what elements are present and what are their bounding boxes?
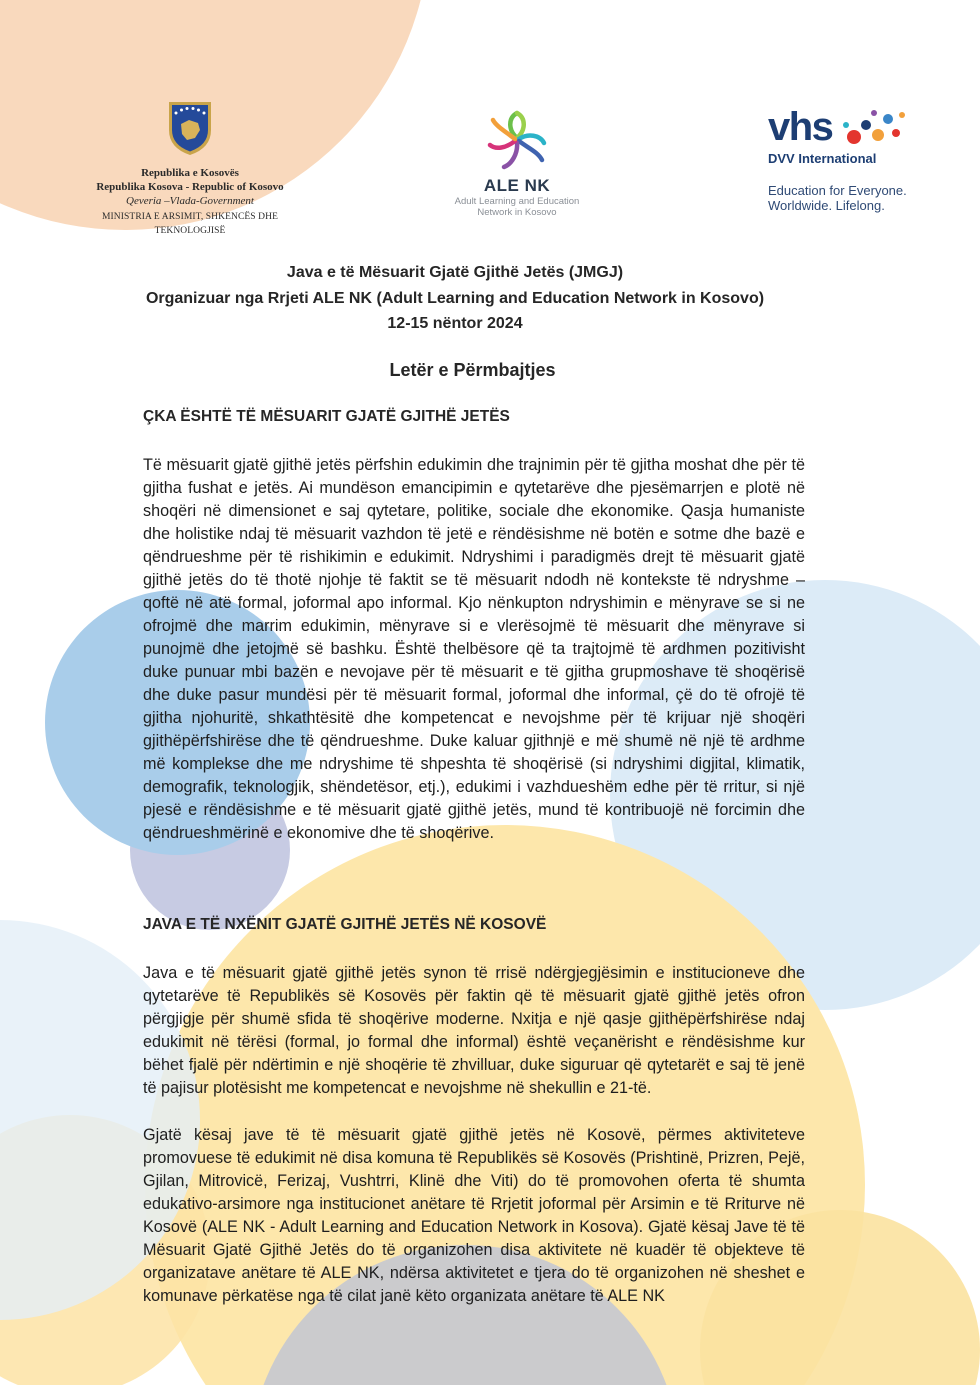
document-date: 12-15 nëntor 2024 bbox=[387, 315, 523, 332]
document-organizer: Organizuar nga Rrjeti ALE NK (Adult Learning and Education Network in Kosovo) bbox=[145, 290, 765, 307]
vhs-dots-icon bbox=[840, 107, 910, 151]
document-title: Java e të Mësuarit Gjatë Gjithë Jetës (JMGJ) bbox=[286, 264, 624, 281]
ale-subtitle-1: Adult Learning and Education bbox=[454, 196, 580, 207]
section-2-paragraph-2: Gjatë kësaj jave të të mësuarit gjatë gjithë jetës në Kosovë, përmes aktiviteteve promovuese të edukimit në disa komuna të Republikës së Kosovës (Prishtinë, Prizren, Pejë, Gjilan, Mitrovicë, Ferizaj, Vushtrri, Klinë dhe Viti) do të promovohen oferta të shumta edukativo-arsimore nga institucionet anëtare të Rrjetit joformal për Arsimin e të Rriturve në Kosovë (ALE NK - Adult Learning and Education Network in Kosova). Gjatë kësaj Jave të të Mësuarit Gjatë Gjithë Jetës do të organizohen disa aktivitete në kuadër të objekteve të organizatave anëtare të ALE NK, ndërsa aktivitetet e tjera do të organizohen në sheshet e komunave përkatëse nga të cilat janë këto organizata anëtare të ALE NK bbox=[143, 1126, 805, 1305]
ale-nk-logo bbox=[452, 108, 582, 218]
section-1-title: ÇKA ËSHTË TË MËSUARIT GJATË GJITHË JETËS bbox=[143, 408, 510, 425]
vhs-tagline-1: Education for Everyone. bbox=[768, 183, 907, 198]
vhs-tagline-2: Worldwide. Lifelong. bbox=[768, 198, 885, 213]
government-logo bbox=[70, 100, 310, 238]
kosovo-coat-of-arms-icon bbox=[165, 100, 215, 156]
gov-line-4: MINISTRIA E ARSIMIT, SHKENCËS DHE TEKNOLOGJISË bbox=[102, 212, 278, 236]
ale-name: ALE NK bbox=[483, 176, 551, 195]
gov-line-2: Republika Kosova - Republic of Kosovo bbox=[96, 181, 284, 193]
document-subtitle: Letër e Përmbajtjes bbox=[389, 360, 556, 380]
vhs-wordmark: vhs bbox=[768, 105, 833, 149]
gov-line-1: Republika e Kosovës bbox=[141, 167, 239, 179]
ale-subtitle-2: Network in Kosovo bbox=[477, 207, 557, 218]
vhs-dvv-logo bbox=[768, 105, 938, 213]
vhs-org-name: DVV International bbox=[768, 151, 877, 166]
ale-flower-icon bbox=[484, 108, 550, 174]
section-2-paragraph-1: Java e të mësuarit gjatë gjithë jetës synon të rrisë ndërgjegjësimin e institucioneve dhe qytetarëve të Republikës së Kosovës për faktin që të mësuarit gjatë gjithë jetës ofron përgjigje për shumë sfida të shoqërive moderne. Nxitja e një qasje gjithëpërfshirëse ndaj edukimit në tërësi (formal, jo formal dhe informal) është veçanërisht e rëndësishme kur bëhet fjalë për ndërtimin e një shoqërie të zhvilluar, duke siguruar që qytetarët e saj të jenë të pajisur plotësisht me kompetencat e nevojshme në shekullin e 21-të. bbox=[143, 964, 805, 1097]
section-2-title: JAVA E TË NXËNIT GJATË GJITHË JETËS NË KOSOVË bbox=[143, 916, 547, 933]
gov-line-3: Qeveria –Vlada-Government bbox=[126, 195, 254, 207]
section-1-paragraph: Të mësuarit gjatë gjithë jetës përfshin edukimin dhe trajnimin për të gjitha moshat dhe për të gjitha fushat e jetës. Ai mundëson emancipimin e qytetarëve dhe pjesëmarrjen e plotë në shoqëri në dimensionet e saj qytetare, politike, sociale dhe ekonomike. Qasja humaniste dhe holistike ndaj të mësuarit vazhdon të jetë e rëndësishme në botën e sotme dhe bazë e qëndrueshme për të rishikimin e edukimit. Ndryshimi i paradigmës drejt të mësuarit gjatë gjithë jetës do të thotë njohje të faktit se të mësuarit ndodh në kontekste të ndryshme – qoftë në atë formal, joformal apo informal. Kjo nënkupton ndryshimin e mënyrave se si ne ofrojmë dhe marrim edukimin, mënyrave si e vlerësojmë të mësuarit dhe mënyrave si punojmë dhe jetojmë së bashku. Është thelbësore që ta trajtojmë të ardhmen pozitivisht duke punuar mbi bazën e nevojave për të mësuarit e të gjitha grupmoshave të shoqërisë dhe duke pasur mundësi për të mësuarit formal, joformal dhe informal, çë do të ofrojë të gjitha njohuritë, shkathtësitë dhe kompetencat e nevojshme për të krijuar një shoqëri gjithëpërfshirëse dhe të qëndrueshme. Duke kaluar gjithnjë e më shumë në një të ardhme më komplekse dhe me ndryshime të shpeshta të shoqërisë (si ndryshimi digjital, klimatik, demografik, teknologjik, shëndetësor, etj.), edukimi i vazhdueshëm edhe për të rritur, si një pjesë e rëndësishme e të mësuarit gjatë gjithë jetës, mund të kontribuojë në forcimin dhe qëndrueshmërinë e ekonomive dhe të shoqërive. bbox=[143, 456, 805, 842]
